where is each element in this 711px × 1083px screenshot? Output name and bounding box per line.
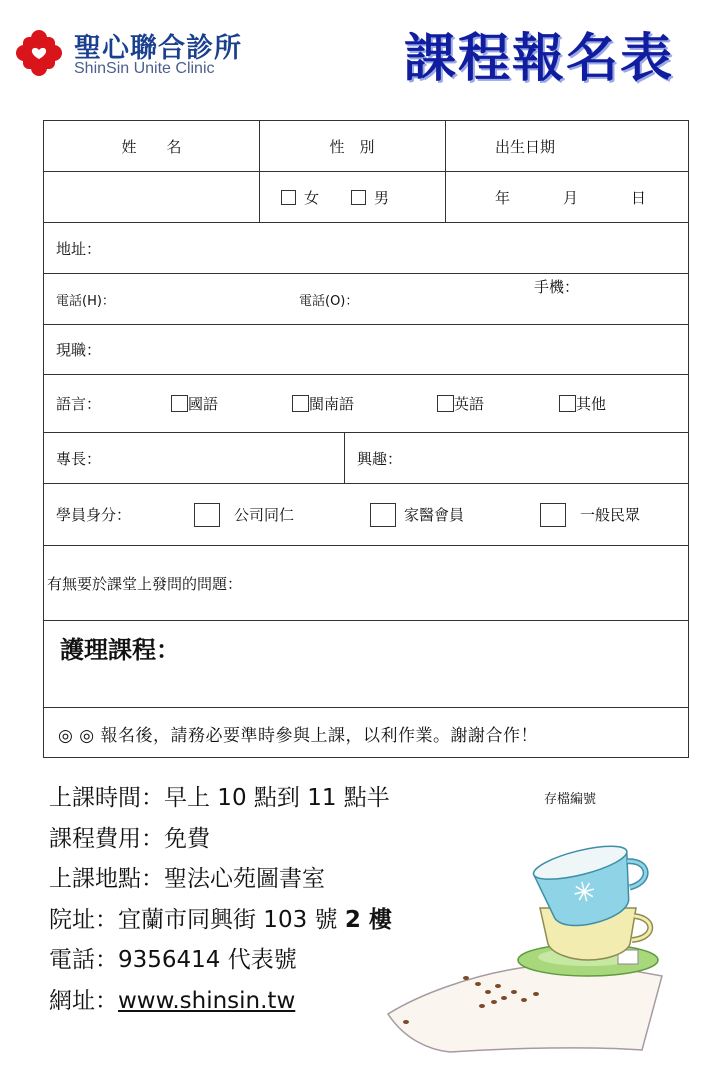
course-label: 護理課程：: [60, 635, 180, 664]
birth-date-field[interactable]: [445, 172, 690, 222]
language-option-other: 其他: [576, 395, 607, 413]
phone-row[interactable]: [44, 274, 688, 325]
language-option-english: 英語: [454, 395, 485, 413]
page-title: 課程報名表: [404, 28, 675, 89]
clinic-logo: [14, 26, 274, 82]
website-link[interactable]: www.shinsin.tw: [118, 987, 296, 1014]
identity-option-member: 家醫會員: [404, 506, 465, 524]
identity-checkbox-member[interactable]: [370, 503, 396, 527]
teacup-illustration: [380, 826, 670, 1056]
identity-checkbox-staff[interactable]: [194, 503, 220, 527]
month-label: 月: [563, 188, 579, 207]
logo-english-name: ShinSin Unite Clinic: [74, 60, 215, 77]
language-checkbox-english[interactable]: [437, 395, 454, 412]
identity-option-staff: 公司同仁: [234, 506, 295, 524]
job-row[interactable]: [44, 325, 688, 375]
male-label: 男: [374, 188, 390, 207]
course-time: 上課時間：早上 10 點到 11 點半: [49, 785, 390, 811]
registration-form: [43, 120, 689, 758]
specialty-label: 專長：: [56, 449, 102, 468]
course-fee: 課程費用：免費: [49, 825, 210, 852]
day-label: 日: [631, 188, 647, 207]
hobby-label: 興趣：: [357, 449, 403, 468]
specialty-field[interactable]: [56, 433, 101, 483]
year-label: 年: [495, 188, 511, 207]
identity-option-public: 一般民眾: [580, 506, 641, 524]
notice-text: ◎ ◎ 報名後，請務必要準時參與上課，以利作業。謝謝合作！: [58, 726, 538, 746]
job-label: 現職：: [56, 341, 102, 359]
identity-label: 學員身分：: [56, 506, 132, 524]
language-checkbox-mandarin[interactable]: [171, 395, 188, 412]
question-row[interactable]: [44, 546, 688, 621]
address-label: 地址：: [56, 239, 102, 258]
language-checkbox-other[interactable]: [559, 395, 576, 412]
language-row: [44, 375, 688, 433]
clinic-address: 院址：宜蘭市同興街 103 號 2 樓: [49, 906, 392, 933]
course-row[interactable]: [44, 621, 688, 708]
female-checkbox[interactable]: [281, 190, 296, 205]
header-row: [44, 121, 688, 172]
office-phone-label: 電話(O)：: [299, 293, 359, 309]
name-field[interactable]: [44, 172, 259, 222]
language-checkbox-taiwanese[interactable]: [292, 395, 309, 412]
language-option-taiwanese: 閩南語: [309, 395, 355, 413]
question-label: 有無要於課堂上發問的問題：: [47, 574, 243, 593]
male-checkbox[interactable]: [351, 190, 366, 205]
home-phone-label: 電話(H)：: [56, 293, 115, 309]
logo-chinese-name: 聖心聯合診所: [74, 33, 242, 64]
language-option-mandarin: 國語: [188, 395, 219, 413]
name-label: 姓 名: [121, 137, 182, 156]
identity-checkbox-public[interactable]: [540, 503, 566, 527]
archive-number-label: 存檔編號: [544, 792, 597, 807]
clinic-website: 網址：www.shinsin.tw: [49, 987, 296, 1014]
cross-logo-icon: [14, 28, 64, 78]
gender-label: 性 別: [329, 137, 375, 156]
hobby-field[interactable]: [357, 433, 402, 483]
birth-date-label: 出生日期: [495, 137, 556, 156]
address-row[interactable]: [44, 223, 688, 274]
clinic-phone: 電話：9356414 代表號: [49, 947, 297, 973]
specialty-row: [44, 433, 688, 484]
mobile-label: 手機：: [534, 278, 580, 296]
identity-row: [44, 484, 688, 546]
female-label: 女: [304, 188, 320, 207]
entry-row: [44, 172, 688, 223]
course-location: 上課地點：聖法心苑圖書室: [49, 866, 325, 892]
language-label: 語言：: [56, 395, 102, 413]
address-floor: 2 樓: [344, 906, 392, 933]
course-info: [49, 778, 392, 1021]
notice-row: [44, 708, 688, 759]
